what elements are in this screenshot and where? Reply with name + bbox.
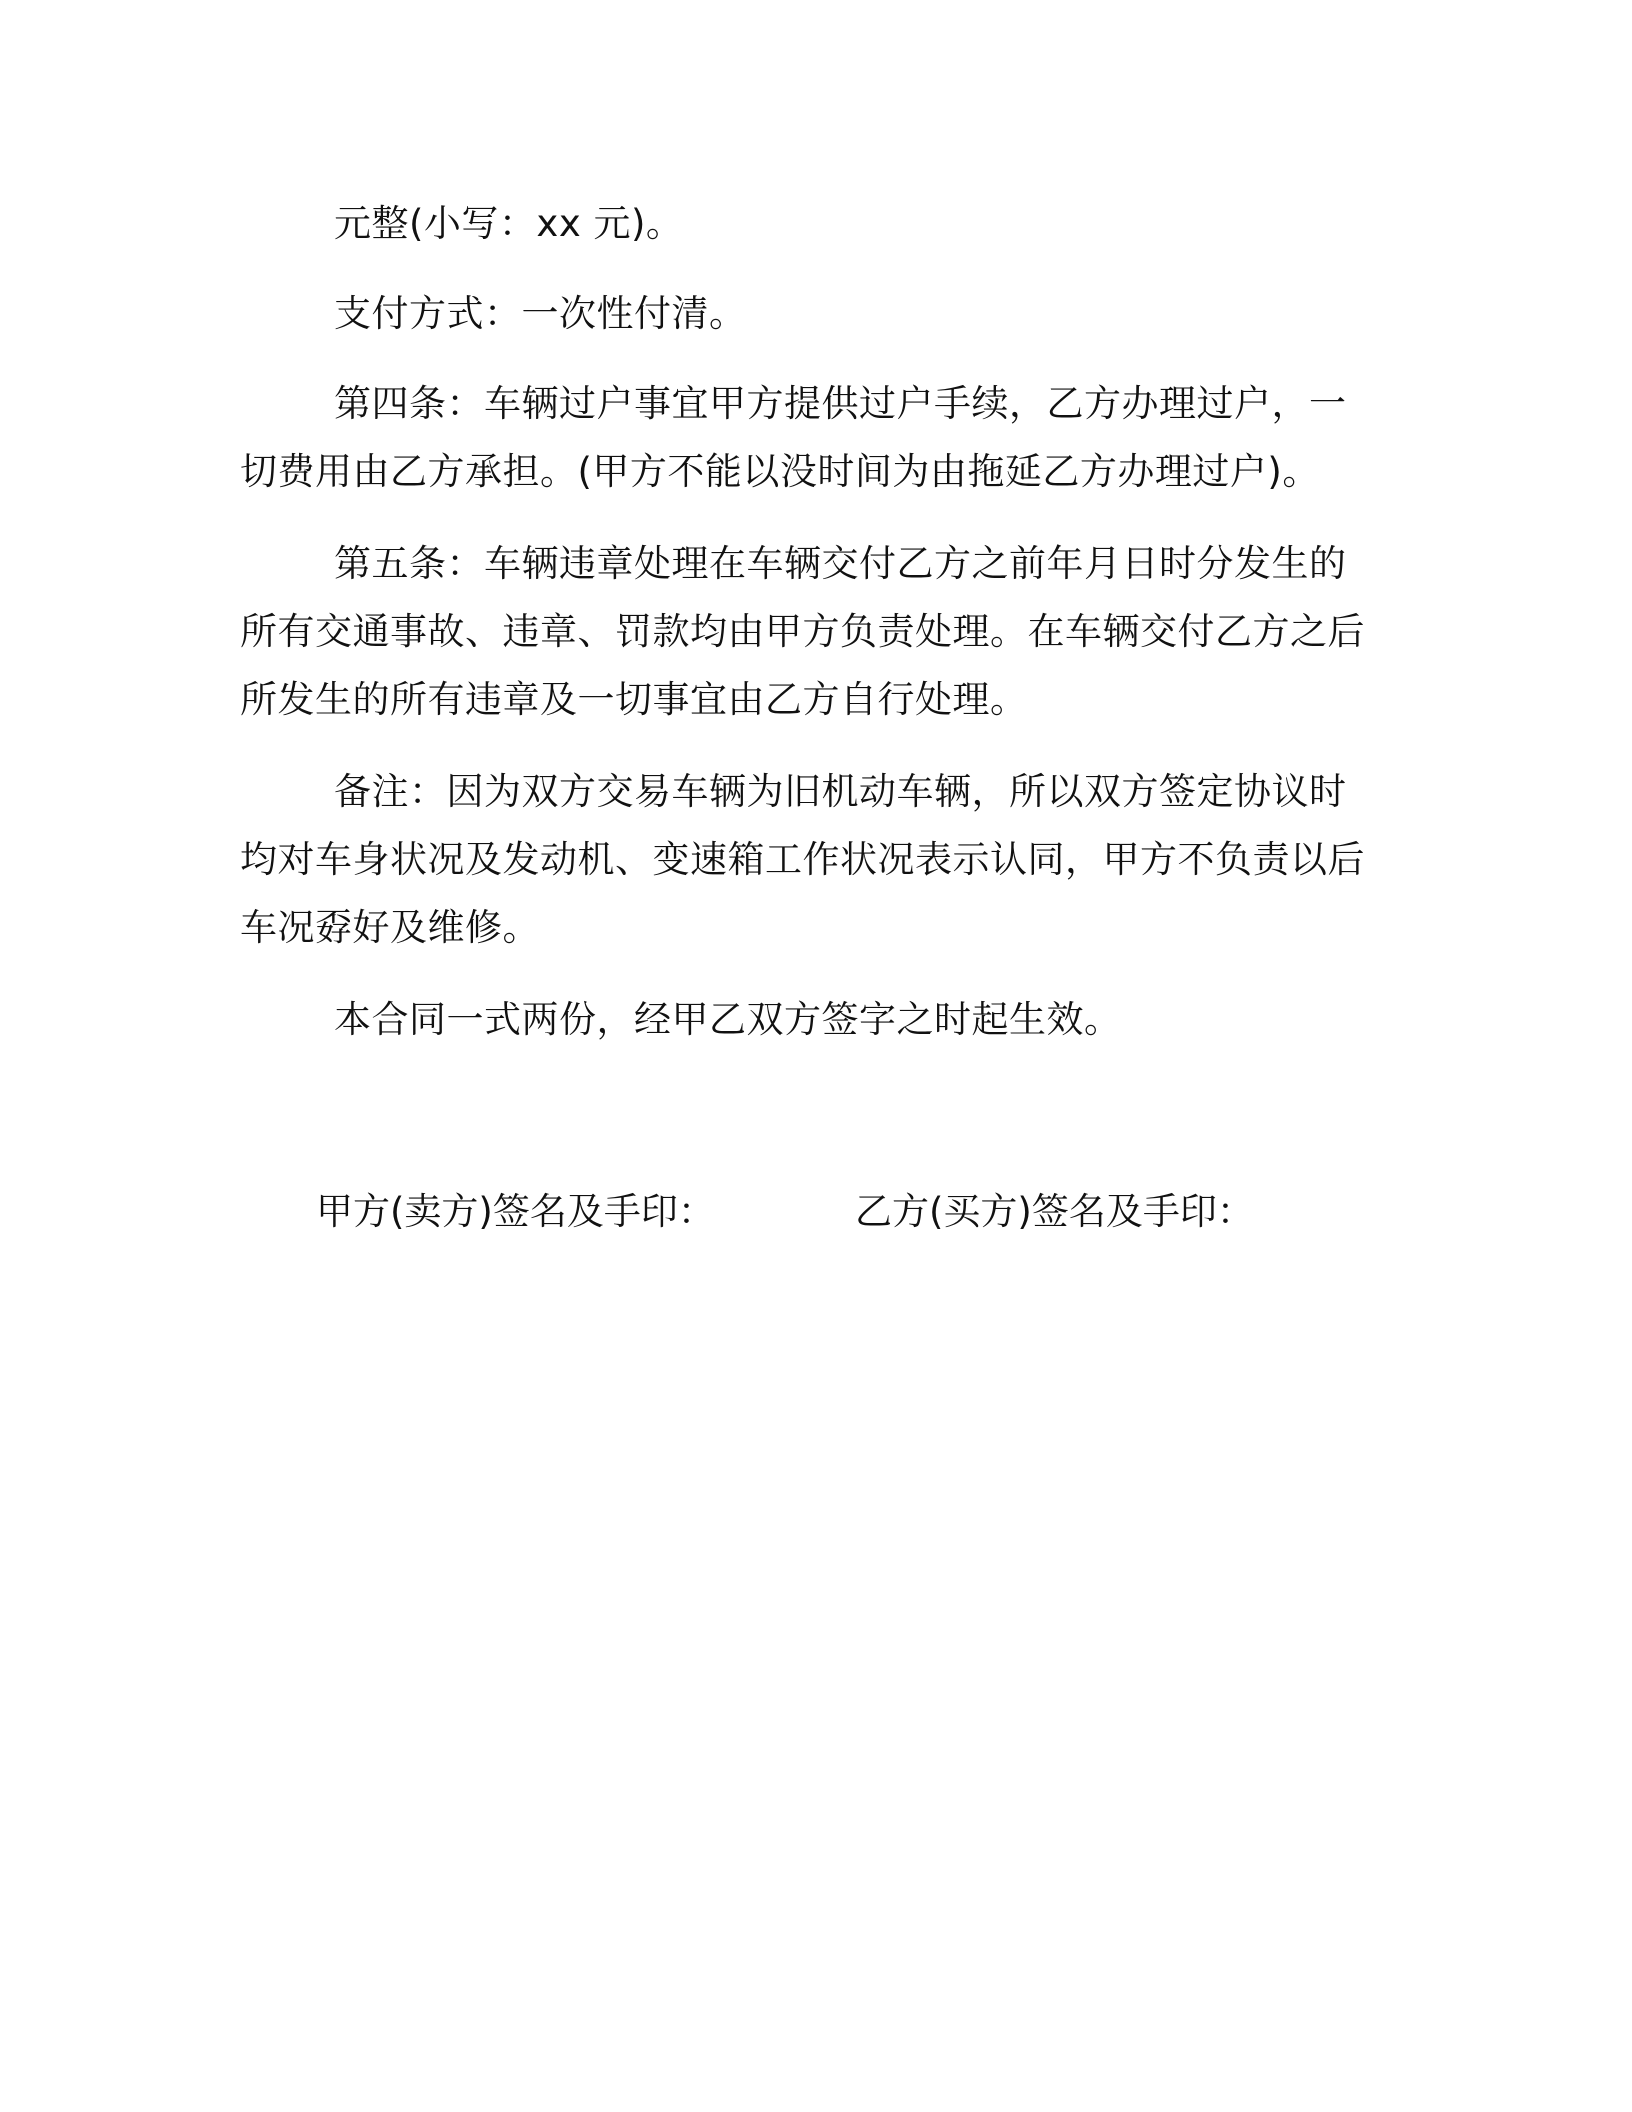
party-a-signature-label: 甲方(卖方)签名及手印： [316, 1190, 715, 1233]
remarks-paragraph: 备注：因为双方交易车辆为旧机动车辆，所以双方签定协议时均对车身状况及发动机、变速箱工作状况表示认同，甲方不负责以后车况孬好及维修。 [240, 770, 1365, 949]
article-four-paragraph: 第四条：车辆过户事宜甲方提供过户手续，乙方办理过户，一切费用由乙方承担。(甲方不能以没时间为由拖延乙方办理过户)。 [240, 382, 1347, 493]
amount-paragraph: 元整(小写：xx 元)。 [334, 202, 684, 245]
payment-method-paragraph: 支付方式：一次性付清。 [334, 292, 747, 335]
article-five-paragraph: 第五条：车辆违章处理在车辆交付乙方之前年月日时分发生的所有交通事故、违章、罚款均由甲方负责处理。在车辆交付乙方之后所发生的所有违章及一切事宜由乙方自行处理。 [240, 542, 1365, 721]
copies-paragraph: 本合同一式两份，经甲乙双方签字之时起生效。 [334, 998, 1122, 1041]
party-b-signature-label: 乙方(买方)签名及手印： [855, 1190, 1254, 1233]
